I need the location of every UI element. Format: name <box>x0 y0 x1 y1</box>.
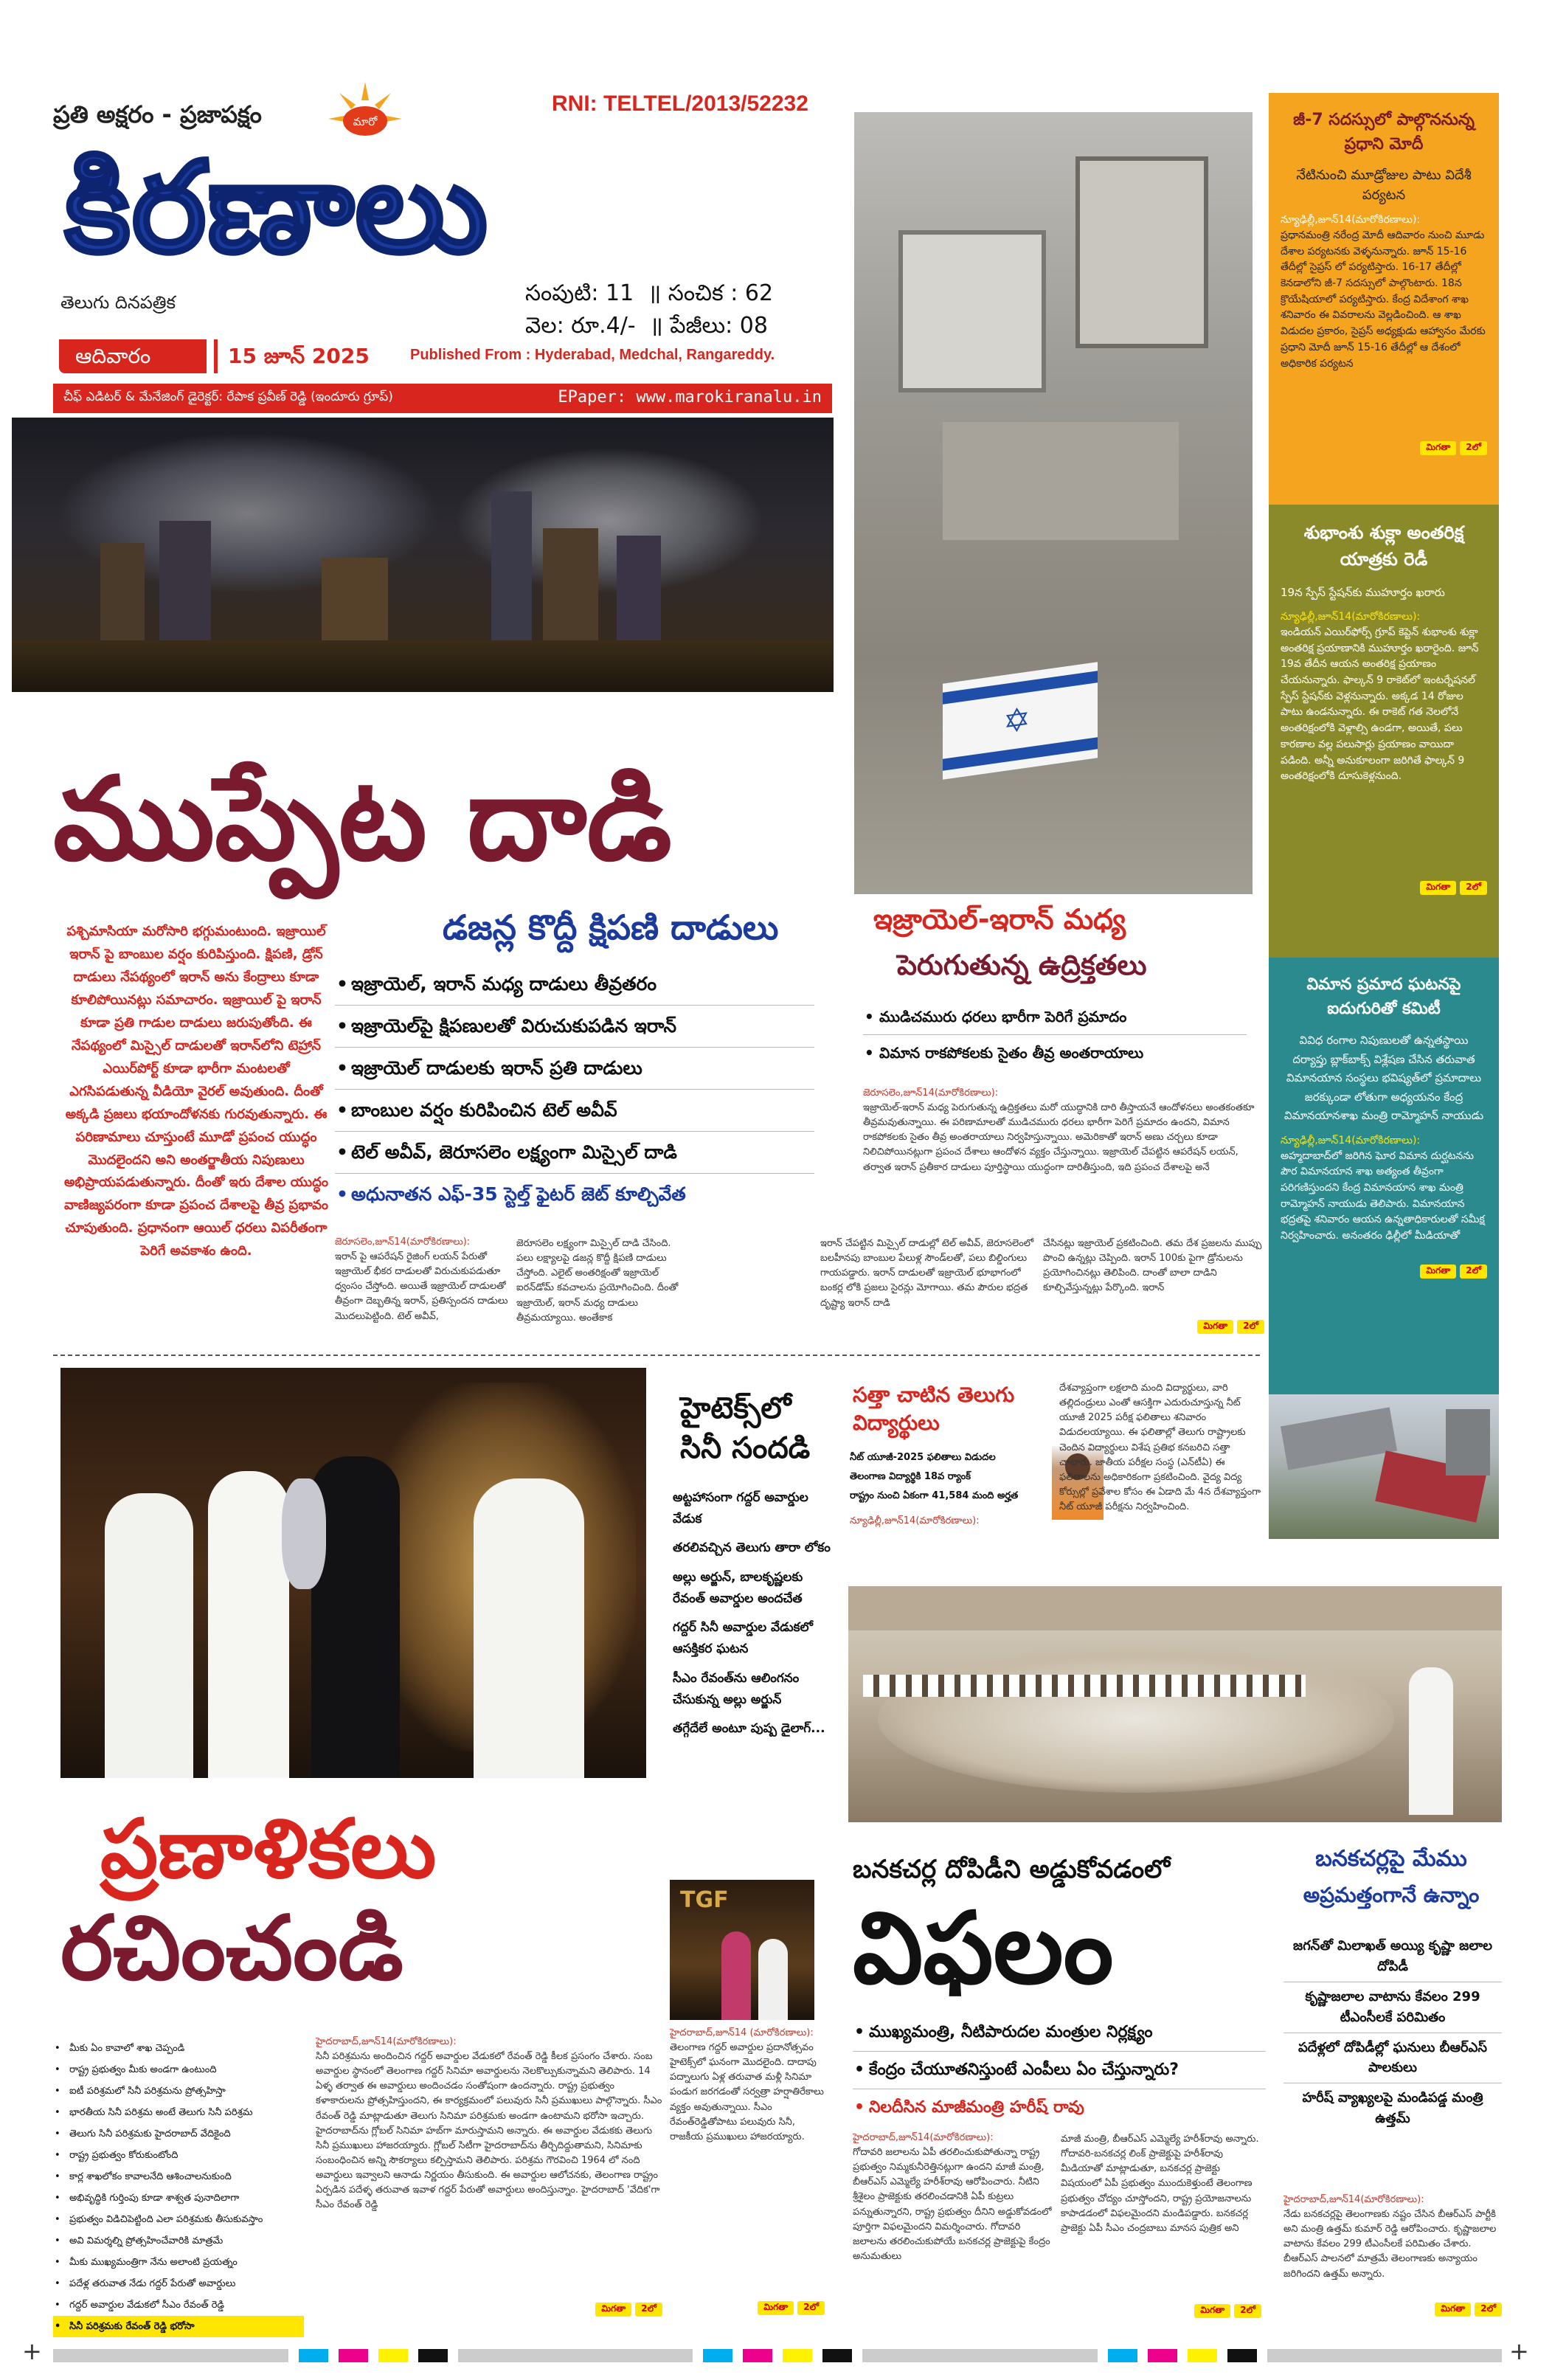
awards-left-bullet: • కార్ల శాఖలోకం కావాలనేది ఆశించాలనుకుంది <box>53 2166 304 2187</box>
logo-small-text: మారో <box>353 115 378 128</box>
awards-left-bullet: • ప్రభుత్వం విడిచిపెట్టింది ఎలా పరిశ్రమకు తీసుకువస్తాం <box>53 2209 304 2230</box>
section-divider <box>53 1355 1260 1356</box>
awards-stage-photo <box>60 1368 646 1778</box>
plane-lead: వివిధ రంగాల నిపుణులతో ఉన్నతస్థాయి దర్యాప్తు బ్లాక్‌బాక్స్ విశ్లేషణ చేసిన తరువాత విమానయాన సంస్థలు భవిష్యత్‌లో ప్రమాదాలు జరక్కుండా లోతుగా అధ్యయనం కేంద్ర విమానయానశాఖ మంత్రి రామ్మోహన్ నాయుడు <box>1283 1034 1484 1122</box>
volume: సంపుటి: 11 <box>525 280 634 306</box>
awards-headline-2: సినీ సందడి <box>680 1431 811 1465</box>
banakacherla-body-2: మాజీ మంత్రి, బీఆర్ఎస్ ఎమ్మెల్యే హరీశ్‌రావు అన్నారు. గోదావరి-బనకచర్ల లింక్ ప్రాజెక్టుపై హరీశ్‌రావు మీడియాతో మాట్లాడుతూ, బనకచర్ల ప్రాజెక్టు విషయంలో ఏపీ ప్రభుత్వం ముందుకెళ్తుంటే తెలంగాణ ప్రభుత్వం చోద్యం చూస్తోందని, రాష్ట్ర ప్రయోజనాలను కాపాడడంలో విఫలమైందని మండిపడ్డారు. బనకచర్ల ప్రాజెక్టు ఏపీ సీఎం చంద్రబాబు మానస పుత్రిక అని <box>1061 2134 1259 2234</box>
issue: సంచిక : 62 <box>668 280 774 306</box>
lead-bullets <box>335 964 814 1215</box>
g7-headline: జీ-7 సదస్సులో పాల్గొననున్న ప్రధాని మోదీ <box>1293 111 1475 153</box>
awards-left-bullet: • మీకు ఏం కావాలో శాఖ చెప్పండి <box>53 2038 304 2059</box>
published-from: Published From : Hyderabad, Medchal, Rangareddy. <box>410 347 775 363</box>
banakacherla-right-item: కృష్ణాజలాల వాటాను కేవలం 299 టీఎంసీలకే పరిమితం <box>1283 1982 1502 2033</box>
lead-bullet: • ఇజ్రాయెల్ దాడులకు ఇరాన్ ప్రతి దాడులు <box>335 1048 814 1090</box>
tension-bullet: • ముడిచమురు ధరలు భారీగా పెరిగే ప్రమాదం <box>863 999 1247 1035</box>
banakacherla-right-body: నేడు బనకచర్లపై తెలంగాణకు నష్టం చేసిన బీఆర్ఎస్ పార్టీకి అని మంత్రి ఉత్తమ్ కుమార్ రెడ్డి ఆరోపించారు. కృష్ణాజలాల వాటాను కేవలం 299 టీఎంసీలకే పరిమితం చేశారు. బీఆర్ఎస్ పాలనలో మాత్రమే తెలంగాణకు అన్యాయం జరిగిందని ఉత్తమ్ అన్నారు. <box>1283 2209 1497 2280</box>
masthead-slogan: ప్రతి అక్షరం - ప్రజాపక్షం <box>53 100 262 128</box>
pages: పేజీలు: 08 <box>670 313 768 339</box>
awards-text-2 <box>670 2027 825 2330</box>
plane-dateline: న్యూఢిల్లీ,జూన్14(మారోకిరణాలు): <box>1281 1134 1421 1146</box>
shukla-box <box>1269 505 1499 958</box>
read-more-page[interactable]: 2లో <box>635 2303 662 2317</box>
read-more[interactable]: మిగతా <box>1420 441 1456 455</box>
read-more[interactable]: మిగతా <box>595 2303 631 2317</box>
students-dateline: న్యూఢిల్లీ,జూన్14(మారోకిరణాలు): <box>850 1515 980 1526</box>
tension-bullets <box>863 999 1247 1070</box>
awards-left-bullet: • రాష్ట్ర ప్రభుత్వం మీకు అండగా ఉంటుంది <box>53 2059 304 2080</box>
awards-left-bullet: • తెలుగు సినీ పరిశ్రమకు హైదరాబాద్ వేదికైంది <box>53 2123 304 2145</box>
plane-body: అహ్మదాబాద్‌లో జరిగిన ఘోర విమాన దుర్ఘటనను పౌర విమానయాన శాఖ అత్యంత తీవ్రంగా పరిగణిస్తుందని కేంద్ర విమానయాన శాఖ మంత్రి రామ్మోహన్ నాయుడు తెలిపారు. విమానయాన భద్రతపై శనివారం ఆయన ఉన్నతాధికారులతో సమీక్ష నిర్వహించారు. అనంతరం ఢిల్లీలో మీడియాతో <box>1281 1149 1485 1242</box>
banakacherla-head-small: బనకచర్ల దోపిడీని అడ్డుకోవడంలో <box>853 1855 1171 1884</box>
lead-dateline: జెరూసలెం,జూన్14(మారోకిరణాలు): <box>335 1236 471 1248</box>
awards-bullet: తరలివచ్చిన తెలుగు తారా లోకం <box>673 1540 831 1556</box>
lead-body-2: జెరూసలెం లక్ష్యంగా మిస్సైల్ దాడి చేసింది. పలు లక్ష్యాలపై డజన్ల కొద్దీ క్షిపణి దాడులు చేస్తోంది. ఎలైట్ అంతరిక్షంతో ఇజ్రాయెల్ ఐరన్‌డోమ్ కవచాలను ప్రయోగించింది. దీంతో ఇజ్రాయెల్, ఇరాన్ మధ్య దాడులు తీవ్రమయ్యాయి. అంతేకాక <box>516 1238 679 1324</box>
awards-left-bullet: • భారతీయ సినీ పరిశ్రమ అంటే తెలుగు సినీ పరిశ్రమ <box>53 2102 304 2123</box>
meeting-hall-photo <box>848 1586 1502 1822</box>
plane-box <box>1269 958 1499 1396</box>
awards-dateline-2: హైదరాబాద్,జూన్14 (మారోకిరణాలు): <box>670 2027 814 2038</box>
awards-big-head-1: ప్రణాళికలు <box>100 1802 437 1896</box>
lead-bullet: • అధునాతన ఎఫ్-35 స్టెల్త్ ఫైటర్ జెట్ కూల్చివేత <box>335 1174 814 1215</box>
flag: ✡ <box>943 662 1098 780</box>
banakacherla-bullet: • ముఖ్యమంత్రి, నీటిపారుదల మంత్రుల నిర్లక్ష్యం <box>853 2014 1266 2052</box>
tension-text <box>863 1087 1258 1235</box>
awards-small-photo: TGF <box>670 1880 814 2020</box>
students-headline: సత్తా చాటిన తెలుగు విద్యార్థులు <box>853 1383 1015 1435</box>
lead-bullet: • ఇజ్రాయెల్, ఇరాన్ మధ్య దాడులు తీవ్రతరం <box>335 964 814 1006</box>
tension-bullet: • విమాన రాకపోకలకు సైతం తీవ్ర అంతరాయాలు <box>863 1035 1247 1070</box>
lead-body-1: ఇరాన్ పై ఆపరేషన్ రైజింగ్ లయన్ పేరుతో ఇజ్రాయెల్ భీకర దాడులతో విరుచుకుపడుతూ ధ్వంసం చేస్తోంది. అయితే ఇజ్రాయెల్ దాడులతో తీవ్రంగా దెబ్బతిన్న ఇరాన్, ప్రతిస్పందన దాడులు మొదలుపెట్టింది. టెల్ అవీవ్, <box>335 1251 508 1322</box>
awards-left-bullet: • గద్దర్ అవార్డుల వేడుకలో సీఎం రేవంత్ రెడ్డి <box>53 2294 304 2316</box>
banakacherla-right-item: హరీష్ వ్యాఖ్యలపై మండిపడ్డ మంత్రి ఉత్తమ్ <box>1302 2090 1483 2127</box>
banakacherla-right-item: పదేళ్లలో దోపిడీల్లో ఘనులు బీఆర్ఎస్ పాలకులు <box>1283 2033 1502 2084</box>
read-more-page[interactable]: 2లో <box>1475 2303 1502 2317</box>
banakacherla-right-dateline: హైదరాబాద్,జూన్14(మారోకిరణాలు): <box>1283 2194 1424 2205</box>
banakacherla-headline: విఫలం <box>853 1891 1114 2006</box>
lead-headline: ముప్పేట దాడి <box>53 752 672 886</box>
banakacherla-right-head-1: బనకచర్లపై మేము <box>1315 1846 1467 1872</box>
banakacherla-right-item: జగన్‌తో మిలాఖత్ అయ్యి కృష్ణా జలాల దోపిడీ <box>1283 1931 1502 1982</box>
sun-logo-icon <box>325 78 406 137</box>
shukla-body: ఇండియన్ ఎయిర్‌ఫోర్స్ గ్రూప్ కెప్టెన్ శుభాంశు శుక్లా అంతరిక్ష ప్రయాణానికి ముహూర్తం ఖరారైంది. జూన్ 19వ తేదీన ఆయన అంతరిక్ష ప్రయాణం చేయనున్నారు. ఫాల్కన్ 9 రాకెట్‌లో ఇంటర్నేషనల్ స్పేస్ స్టేషన్‌కు వెళ్లనున్నారు. అక్కడ 14 రోజుల పాటు ఉండనున్నారు. ఈ రాకెట్ గత నెలలోనే అంతరిక్షంలోకి వెళ్లాల్సి ఉండగా, అయితే, పలు కారణాల వల్ల పలుసార్లు ప్రయాణం వాయిదా పడింది. అన్నీ అనుకూలంగా జరిగితే ఫాల్కన్ 9 అంతరిక్షంలోకి దూసుకెళ్లనుంది. <box>1281 626 1479 783</box>
awards-bullets <box>673 1487 835 1740</box>
volume-issue: సంపుటి: 11 ॥ సంచిక : 62 వెల: రూ.4/- ॥ పేజీలు: 08 <box>525 280 774 339</box>
color-registration-strip <box>53 2349 1502 2362</box>
awards-bullet: అల్లు అర్జున్, బాలకృష్ణలకు రేవంత్ అవార్డుల అందచేత <box>673 1569 803 1606</box>
awards-body: సినీ పరిశ్రమను అందించిన గద్దర్ అవార్డుల వేడుకలో రేవంత్ రెడ్డి కీలక ప్రసంగం చేశారు. సంబ అవార్డుల స్థానంలో తెలంగాణ గద్దర్ సినిమా అవార్డులను నెలకొల్పుకున్నామని తెలిపారు. 14 ఏళ్ళ తర్వాత ఈ అవార్డులు అందించడం సంతోషంగా ఉందన్నారు. రాష్ట్ర ప్రభుత్వం కళాకారులను ప్రోత్సహిస్తుందని, ఈ కార్యక్రమంలో పలువురు సినీ ప్రముఖులు పాల్గొన్నారు. సీఎం రేవంత్ రెడ్డి మాట్లాడుతూ తెలుగు సినిమా పరిశ్రమకు అండగా ఉంటామని భరోసా ఇచ్చారు. హైదరాబాద్‌ను గ్లోబల్ సినిమా హబ్‌గా మారుస్తామని అన్నారు. ఈ అవార్డుల వేడుకకు తెలుగు సినీ ప్రముఖులు హాజరయ్యారు. గ్లోబల్ సిటీగా హైదరాబాద్‌ను తీర్చిదిద్దుతామని, సినిమాకు సంబంధించిన అన్ని సౌకర్యాలు కల్పిస్తామని తెలిపారు. పరిశ్రమ గౌరవించి 1964 లో నంది అవార్డులు ఇవ్వాలని ఆనాడు నిర్ణయం తీసుకుంది. ఈ అవార్డుల ఆలోచనకు, తెలంగాణ రాష్ట్రం ఏర్పడిన పదేళ్ళ తరువాత ఇవాళ గద్దర్ పేరుతో అవార్డులు అందిస్తున్నాం. హైదరాబాద్ 'వేదిక'గా సీఎం రేవంత్ రెడ్డి <box>316 2051 662 2211</box>
banakacherla-right-items <box>1283 1931 1502 2134</box>
editor-strip <box>53 384 832 413</box>
plane-headline: విమాన ప్రమాద ఘటనపై ఐదుగురితో కమిటీ <box>1306 975 1461 1018</box>
banakacherla-right-text <box>1283 2194 1502 2331</box>
banakacherla-bullets <box>853 2014 1266 2126</box>
awards-bullet: అట్టహాసంగా గద్దర్ అవార్డుల వేడుక <box>673 1490 808 1527</box>
lead-bullet: • బాంబుల వర్షం కురిపించిన టెల్ అవీవ్ <box>335 1090 814 1132</box>
read-more-page[interactable]: 2లో <box>797 2301 825 2315</box>
banakacherla-dateline: హైదరాబాద్,జూన్14(మారోకిరణాలు): <box>853 2132 994 2143</box>
epaper-link[interactable]: EPaper: www.marokiranalu.in <box>558 388 822 407</box>
tension-headline-2: పెరుగుతున్న ఉద్రిక్తతలు <box>897 949 1147 981</box>
awards-left-bullet: • అవి విమర్శల్ని ప్రోత్సహించేవారికి మాత్రమే <box>53 2230 304 2252</box>
read-more[interactable]: మిగతా <box>1420 1265 1456 1279</box>
awards-bullet: గద్దర్ సినీ అవార్డుల వేడుకలో ఆసక్తికర ఘటన <box>673 1620 813 1657</box>
newspaper-logo: కిరణాలు <box>65 135 489 281</box>
shukla-dateline: న్యూఢిల్లీ,జూన్14(మారోకిరణాలు): <box>1281 611 1421 623</box>
students-sub-1: నీట్ యూజీ-2025 ఫలితాలు విడుదల <box>850 1452 996 1463</box>
awards-left-bullet: • సినీ పరిశ్రమకు రేవంత్ రెడ్డి భరోసా <box>53 2316 304 2337</box>
banakacherla-text-1 <box>853 2132 1053 2324</box>
awards-dateline: హైదరాబాద్,జూన్14(మారోకిరణాలు): <box>316 2036 457 2047</box>
banakacherla-bullet: • నిలదీసిన మాజీమంత్రి హరీష్ రావు <box>853 2089 1266 2126</box>
tension-body: ఇజ్రాయెల్-ఇరాన్ మధ్య పెరుగుతున్న ఉద్రిక్తతలు మరో యుద్ధానికి దారి తీస్తాయనే ఆందోళనలు అంతకంతకూ తీవ్రమవుతున్నాయి. ఈ పరిణామాలతో ముడిచమురు ధరలు భారీగా పెరిగే ప్రమాదం ఉందని, విమాన రాకపోకలకు సైతం తీవ్ర అంతరాయాలు నిర్వహిస్తున్నాయి. అమెరికాతో ఇరాన్ అణు చర్చలు కూడా నిలిచిపోయినట్లుగా ప్రపంచ దేశాలు ఆందోళన వ్యక్తం చేస్తున్నాయి. ఇజ్రాయెల్ చేపట్టిన ఆపరేషన్ లయన్, తర్వాత ఇరాన్ ప్రతీకార దాడులు పూర్తిస్థాయి యుద్ధంగా దారితీస్తుంది, ఇది ప్రపంచ దేశాలపై అనే <box>863 1102 1255 1173</box>
banakacherla-text-2 <box>1061 2132 1261 2331</box>
masthead-subtitle: తెలుగు దినపత్రిక <box>60 292 176 313</box>
rni-number: RNI: TELTEL/2013/52232 <box>552 91 808 116</box>
read-more[interactable]: మిగతా <box>1194 2304 1230 2318</box>
read-more[interactable]: మిగతా <box>1420 881 1456 895</box>
awards-left-bullet: • ఐటీ పరిశ్రమలో సినీ పరిశ్రమను ప్రోత్సహిస్తా <box>53 2080 304 2102</box>
g7-box <box>1269 93 1499 505</box>
banakacherla-bullet: • కేంద్రం చేయూతనిస్తుంటే ఎంపీలు ఏం చేస్తున్నారు? <box>853 2052 1266 2089</box>
crop-mark-right: + <box>1509 2337 1529 2365</box>
lead-body-3: ఇరాన్ చేపట్టిన మిస్సైల్ దాడుల్లో టెల్ అవీవ్, జెరూసలెంలో బలహీనపు బాంబుల పేలుళ్ల సౌండ్‌లతో, పలు బిల్డింగులు గాయపడ్డారు. ఇరాన్ దాడులతో ఇజ్రాయెల్ భూభాగంలో బంకర్ల లోకి ప్రజలు సైరన్లు మోగాయి. తమ పౌరుల భద్రత దృష్ట్యా ఇరాన్ దాడి <box>820 1238 1034 1309</box>
lead-bullet: • టెల్ అవీవ్, జెరూసలెం లక్ష్యంగా మిస్సైల్ దాడి <box>335 1132 814 1174</box>
lead-column-4 <box>1043 1236 1264 1347</box>
awards-text <box>316 2036 662 2331</box>
g7-body: ప్రధానమంత్రి నరేంద్ర మోదీ ఆదివారం నుంచి మూడు దేశాల పర్యటనకు వెళ్ళనున్నారు. జూన్ 15-16 తేదీల్లో సైప్రస్ లో పర్యటిస్తారు. 16-17 తేదీల్లో కెనడాలోని జీ-7 సదస్సులో పాల్గొంటారు. 18న క్రొయేషియాలో పర్యటిస్తారు. కేంద్ర విదేశాంగ శాఖ శనివారం ఈ వివరాలను వెల్లడించింది. ఆ శాఖ విడుదల ప్రకారం, సైప్రస్ అధ్యక్షుడు ఆహ్వానం మేరకు ప్రధాని మోదీ జూన్ 15-16 తేదీల్లో ఆ దేశంలో అధికారిక పర్యటన <box>1281 229 1486 370</box>
shukla-headline: శుభాంశు శుక్లా అంతరిక్ష యాత్రకు రెడీ <box>1303 522 1464 570</box>
tension-dateline: జెరూసలెం,జూన్14(మారోకిరణాలు): <box>863 1087 999 1099</box>
shukla-sub: 19న స్పేస్ స్టేషన్‌కు ముహూర్తం ఖరారు <box>1281 586 1445 599</box>
students-body: దేశవ్యాప్తంగా లక్షలాది మంది విద్యార్థులు, వారి తల్లిదండ్రులు ఎంతో ఆసక్తిగా ఎదురుచూస్తున్న నీట్ యూజీ 2025 పరీక్ష ఫలితాలు శనివారం విడుదలయ్యాయి. ఈ ఫలితాల్లో తెలుగు రాష్ట్రాలకు చెందిన విద్యార్థులు విశేష ప్రతిభ కనబరిచి సత్తా చాటారు. జాతీయ పరీక్షల సంస్థ (ఎన్‌టీఏ) ఈ ఫలితాలను అధికారికంగా ప్రకటించింది. వైద్య విద్య కోర్సుల్లో ప్రవేశాల కోసం ఈ ఏడాది మే 4న దేశవ్యాప్తంగా నీట్ యూజీ పరీక్షను నిర్వహించింది. <box>1059 1383 1261 1513</box>
date-badge: 15 జూన్ 2025 <box>214 339 385 373</box>
read-more-page[interactable]: 2లో <box>1460 441 1487 455</box>
awards-left-bullet: • పదేళ్ల తరువాత నేడు గద్దర్ పేరుతో అవార్డులు <box>53 2273 304 2294</box>
lead-intro: పశ్చిమాసియా మరోసారి భగ్గుమంటుంది. ఇజ్రాయిల్ ఇరాన్ పై బాంబుల వర్షం కురిపిస్తుంది. క్షిపణి, డ్రోన్ దాడులు నేపథ్యంలో ఇరాన్ అను కేంద్రాలు కూడా కూలిపోయినట్లు సమాచారం. ఇజ్రాయిల్ పై ఇరాన్ కూడా ప్రతి గాడుల దాడులు జరుపుతోంది. ఈ నేపథ్యంలో మిస్సైల్ దాడులతో ఇరాన్‌లోని టెహ్రాన్ ఎయిర్‌పోర్ట్ కూడా భారీగా మంటలతో ఎగసిపడుతున్న వీడియో వైరల్ అవుతుంది. దీంతో అక్కడి ప్రజలు భయాందోళనకు గురవుతున్నారు. ఈ పరిణామాలు చూస్తుంటే మూడో ప్రపంచ యుద్ధం మొదలైందని అని అంతర్జాతీయ నిపుణులు అభిప్రాయపడుతున్నారు. దీంతో ఇరు దేశాల యుద్ధం వాణిజ్యపరంగా కూడా ప్రపంచ దేశాలపై తీవ్ర ప్రభావం చూపుతుంది. ప్రధానంగా ఆయిల్ ధరలు విపరీతంగా పెరిగే అవకాశం ఉంది. <box>64 924 328 1259</box>
banakacherla-body-1: గోదావరి జలాలను ఏపీ తరలించుకుపోతున్నా రాష్ట్ర ప్రభుత్వం నిమ్మకునీరెత్తినట్లుగా ఉందని మాజీ మంత్రి, బీఆర్ఎస్ ఎమ్మెల్యే హరీశ్‌రావు ఆరోపించారు. నీటిని శ్రీశైలం ప్రాజెక్టుకు తరలించడానికి ఏపీ కుట్రలు పన్నుతున్నారని, రాష్ట్ర ప్రభుత్వం దీనిని అడ్డుకోవడంలో పూర్తిగా విఫలమైందని విమర్శించారు. గోదావరి జలాలను తరలించుకుపోయే బనకచర్ల ప్రాజెక్టుపై కేంద్రం అనుమతులు <box>853 2147 1052 2262</box>
awards-bullet: సీఎం రేవంత్‌ను ఆలింగనం చేసుకున్న అల్లు అర్జున్ <box>673 1670 800 1707</box>
rubble-flag-photo <box>854 112 1253 894</box>
read-more[interactable]: మిగతా <box>1435 2303 1471 2317</box>
banakacherla-right-head-2: అప్రమత్తంగానే ఉన్నాం <box>1303 1883 1480 1907</box>
lead-subhead: డజన్ల కొద్దీ క్షిపణి దాడులు <box>443 907 779 947</box>
g7-sub: నేటినుంచి మూడ్రోజుల పాటు విదేశీ పర్యటన <box>1296 167 1472 203</box>
read-more-page[interactable]: 2లో <box>1237 1320 1264 1334</box>
read-more[interactable]: మిగతా <box>1197 1320 1233 1334</box>
lead-column-1 <box>335 1236 509 1347</box>
g7-dateline: న్యూఢిల్లీ,జూన్14(మారోకిరణాలు): <box>1281 214 1421 226</box>
tension-headline-1: ఇజ్రాయెల్-ఇరాన్ మధ్య <box>873 903 1126 935</box>
lead-body-4: చేసినట్లు ఇజ్రాయెల్ ప్రకటించింది. తమ దేశ ప్రజలను ముప్పు పొంచి ఉన్నట్లు చెప్పింది. ఇరాన్ 100కు పైగా డ్రోనులను ప్రయోగించినట్లు తెలిపింది. దాంతో బాలా దాడిని కూల్చివేస్తున్నట్లు పేర్కొంది. ఇరాన్ <box>1043 1238 1262 1294</box>
awards-left-bullet: • మీకు ముఖ్యమంత్రిగా నేను అలాంటి ప్రయత్నం <box>53 2252 304 2273</box>
city-night-photo <box>12 418 834 692</box>
day-badge: ఆదివారం <box>59 339 207 373</box>
lead-bullet: • ఇజ్రాయెల్‌పై క్షిపణులతో విరుచుకుపడిన ఇరాన్ <box>335 1006 814 1048</box>
crop-mark-left: + <box>22 2337 42 2365</box>
awards-left-bullet: • రాష్ట్ర ప్రభుత్వం కోరుకుంటోంది <box>53 2145 304 2166</box>
read-more-page[interactable]: 2లో <box>1460 1265 1487 1279</box>
price: వెల: రూ.4/- <box>525 313 636 339</box>
plane-crash-photo <box>1269 1394 1499 1539</box>
read-more-page[interactable]: 2లో <box>1460 881 1487 895</box>
editor-name: చీఫ్ ఎడిటర్ & మేనేజింగ్ డైరెక్టర్: రేపాక ప్రవీణ్ రెడ్డి (ఇందూరు గ్రూప్) <box>63 390 393 404</box>
awards-headline-1: హైటెక్స్‌లో <box>680 1391 791 1425</box>
students-sub-3: రాష్ట్రం నుంచి ఏకంగా 41,584 మంది అర్హత <box>850 1490 1019 1501</box>
read-more-page[interactable]: 2లో <box>1234 2304 1261 2318</box>
students-sub-2: తెలంగాణ విద్యార్థికి 18వ ర్యాంక్ <box>850 1471 971 1482</box>
awards-left-bullet: • అభివృద్ధికి గుర్తింపు కూడా శాశ్వత పునాదిలాగా <box>53 2187 304 2209</box>
awards-big-head-2: రచించండి <box>60 1898 403 2000</box>
read-more[interactable]: మిగతా <box>758 2301 794 2315</box>
awards-left-bullets <box>53 2038 304 2337</box>
awards-bullet: తగ్గేదేలే అంటూ పుష్ప డైలాగ్... <box>673 1721 825 1737</box>
awards-body-2: తెలంగాణ గద్దర్ అవార్డుల ప్రదానోత్సవం హైటెక్స్‌లో ఘనంగా మొదలైంది. దాదాపు పద్నాలుగు ఏళ్ల తరువాత మళ్లీ సినిమా పండుగ జరగడంతో సర్వత్రా హర్షాతిరేకాలు వ్యక్తం అవుతున్నాయి. సీఎం రేవంత్‌రెడ్డితోపాటు పలువురు సినీ, రాజకీయ ప్రముఖులు హాజరయ్యారు. <box>670 2042 824 2142</box>
